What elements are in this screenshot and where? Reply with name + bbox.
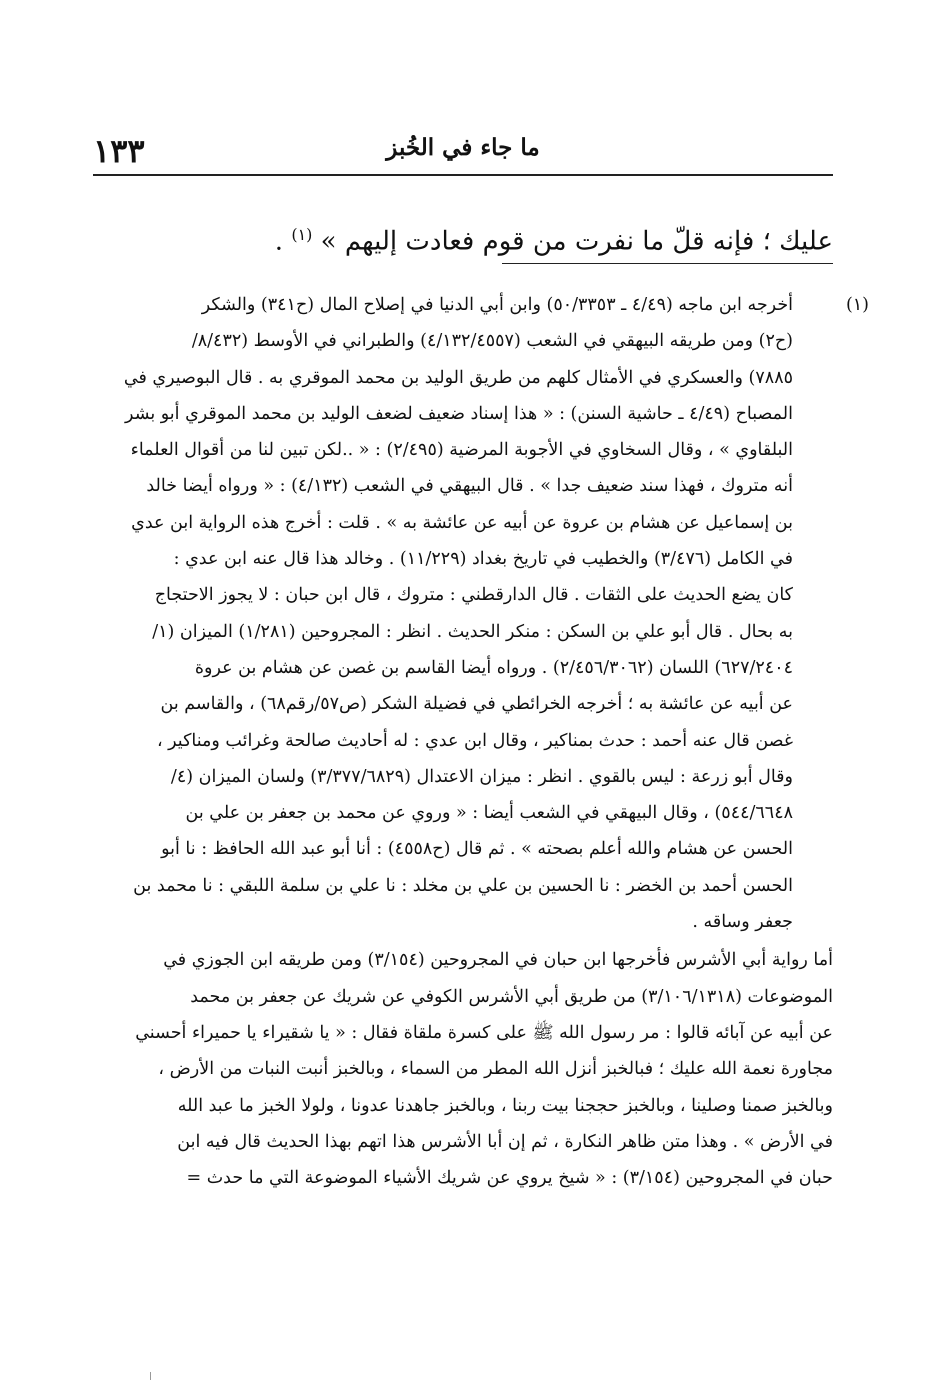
footnote-line: ٦٢٧/٢٤٠٤) اللسان (٢/٤٥٦/٣٠٦٢) . ورواه أيضا القاسم بن غصن عن هشام بن عروة (194, 657, 793, 678)
footnote-line: كان يضع الحديث على الثقات . قال الدارقطني : متروك ، قال ابن حبان : لا يجوز الاحتجاج (154, 585, 793, 606)
footnote-line: ٧٨٨٥) والعسكري في الأمثال كلهم من طريق الوليد بن محمد الموقري به . قال البوصيري في (123, 367, 793, 388)
footnote-separator (502, 263, 833, 264)
main-text (200, 210, 833, 267)
footnote-reference: (١) (291, 225, 313, 244)
main-text-end: . (274, 226, 292, 257)
footnote-line: عن أبيه عن عائشة به ؛ أخرجه الخرائطي في فضيلة الشكر (ص٥٧/رقم٦٨) ، والقاسم بن (160, 694, 793, 715)
footnote-line: ٥٤٤/٦٦٤٨) ، وقال البيهقي في الشعب أيضا : « وروي عن محمد بن جعفر بن علي بن (185, 803, 793, 824)
footnote-line: أنه متروك ، فهذا سند ضعيف جدا » . قال البيهقي في الشعب (٤/١٣٢) : « ورواه أيضا خالد (146, 476, 793, 497)
footnote-continuation (93, 942, 833, 1196)
footnote-line: (ح٢) ومن طريقه البيهقي في الشعب (٤/١٣٢/٤٥٥٧) والطبراني في الأوسط (٨/٤٣٢/ (191, 331, 793, 352)
footnote-line: الحسن أحمد بن الخضر : نا الحسين بن علي بن مخلد : نا علي بن سلمة اللبقي : نا محمد بن (133, 875, 793, 896)
header-rule (93, 174, 833, 176)
footnote-line: مجاورة نعمة الله عليك ؛ فبالخبز أنزل الله المطر من السماء ، وبالخبز أنبت النبات من الأرض ، (158, 1059, 833, 1080)
scan-mark (150, 1372, 151, 1380)
footnote-1 (93, 287, 869, 940)
footnote-line: أخرجه ابن ماجه (٤/٤٩ ـ ٥٠/٣٣٥٣) وابن أبي الدنيا في إصلاح المال (ح٣٤١) والشكر (201, 295, 793, 315)
footnote-line: البلقاوي » ، وقال السخاوي في الأجوبة المرضية (٢/٤٩٥) : « ..لكن تبين لنا من أقوال العلماء (130, 440, 793, 461)
footnote-line: بن إسماعيل عن هشام بن عروة عن أبيه عن عائشة به » . قلت : أخرج هذه الرواية ابن عدي (131, 512, 793, 533)
footnote-line: أما رواية أبي الأشرس فأخرجها ابن حبان في المجروحين (٣/١٥٤) ومن طريقه ابن الجوزي في (163, 950, 833, 971)
footnotes (93, 287, 869, 1196)
running-header (93, 128, 833, 174)
footnote-line: في الأرض » . وهذا متن ظاهر النكارة ، ثم إن أبا الأشرس هذا اتهم بهذا الحديث قال فيه ابن (177, 1131, 833, 1152)
footnote-line: غصن قال عنه أحمد : حدث بمناكير ، وقال ابن عدي : له أحاديث صالحة وغرائب ومناكير ، (156, 730, 793, 751)
footnote-line: المصباح (٤/٤٩ ـ حاشية السنن) : « هذا إسناد ضعيف لضعف الوليد بن محمد الموقري أبو بشر (125, 403, 793, 424)
footnote-line: الحسن عن هشام والله أعلم بصحته » . ثم قال (ح٤٥٥٨) : أنا أبو عبد الله الحافظ : نا أبو (161, 839, 793, 860)
footnote-line: وبالخبز صمنا وصلينا ، وبالخبز حججنا بيت ربنا ، وبالخبز جاهدنا عدونا ، ولولا الخبز ما عبد الله (177, 1095, 833, 1116)
footnote-line: في الكامل (٣/٤٧٦) والخطيب في تاريخ بغداد (١١/٢٢٩) . وخالد هذا قال عنه ابن عدي : (173, 549, 793, 570)
footnote-line: به بحال . قال أبو علي بن السكن : منكر الحديث . انظر : المجروحين (١/٢٨١) الميزان (١/ (152, 621, 793, 642)
main-text-body: عليك ؛ فإنه قلّ ما نفرت من قوم فعادت إليهم » (312, 226, 833, 257)
footnote-line: جعفر وساقه . (692, 912, 793, 933)
page-number: ١٣٣ (93, 132, 145, 170)
footnote-line: حبان في المجروحين (٣/١٥٤) : « شيخ يروي عن شريك الأشياء الموضوعة التي ما حدث = (186, 1168, 833, 1189)
footnote-line: الموضوعات (٣/١٠٦/١٣١٨) من طريق أبي الأشرس الكوفي عن شريك عن جعفر بن محمد (190, 986, 833, 1007)
footnote-line: عن أبيه عن آبائه قالوا : مر رسول الله ﷺ على كسرة ملقاة فقال : « يا شقيراء يا حميراء أحسني (135, 1022, 833, 1043)
footnote-marker: (١) (845, 295, 869, 315)
page-title: ما جاء في الخُبز (386, 134, 540, 161)
footnote-line: وقال أبو زرعة : ليس بالقوي . انظر : ميزان الاعتدال (٣/٣٧٧/٦٨٢٩) ولسان الميزان (٤/ (170, 766, 793, 787)
